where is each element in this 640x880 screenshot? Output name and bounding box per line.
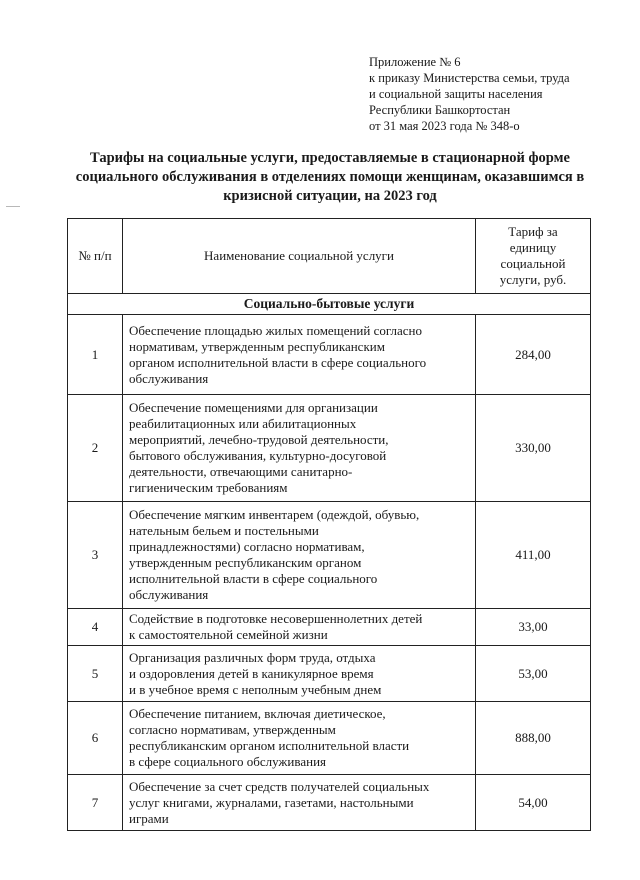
row-name-line: согласно нормативам, утвержденным	[129, 722, 336, 737]
row-num: 5	[68, 646, 123, 702]
section-row	[68, 294, 591, 315]
row-name-line: деятельности, отвечающими санитарно-	[129, 464, 353, 479]
row-name-line: обслуживания	[129, 587, 209, 602]
document-title	[60, 149, 600, 206]
header-name: Наименование социальной услуги	[123, 219, 476, 294]
table-row	[68, 395, 591, 502]
row-name-line: мероприятий, лечебно-трудовой деятельности,	[129, 432, 389, 447]
row-name	[123, 395, 476, 502]
row-name-line: Организация различных форм труда, отдыха	[129, 649, 376, 665]
appendix-line: от 31 мая 2023 года № 348-о	[369, 119, 520, 133]
row-num: 2	[68, 395, 123, 502]
header-tariff-line: единицу	[509, 240, 557, 255]
row-name-line: республиканским органом исполнительной власти	[129, 738, 410, 753]
appendix-line: и социальной защиты населения	[369, 87, 543, 101]
header-num: № п/п	[68, 219, 123, 294]
row-name-line: и оздоровления детей в каникулярное время	[129, 665, 374, 681]
appendix-note	[369, 54, 619, 134]
table-row	[68, 646, 591, 702]
row-name-line: нательным бельем и постельными	[129, 523, 319, 538]
row-name-line: утвержденным республиканским органом	[129, 555, 362, 570]
row-name-line: Содействие в подготовке несовершеннолетних детей	[129, 611, 423, 626]
row-name	[123, 775, 476, 831]
row-tariff: 888,00	[476, 702, 591, 775]
row-name-line: Обеспечение питанием, включая диетическое,	[129, 706, 386, 721]
row-name-line: Обеспечение помещениями для организации	[129, 400, 378, 415]
table-row	[68, 609, 591, 646]
row-name-line: играми	[129, 810, 169, 826]
table-row	[68, 702, 591, 775]
row-name-line: Обеспечение площадью жилых помещений согласно	[129, 322, 423, 338]
appendix-line: Приложение № 6	[369, 55, 461, 69]
appendix-line: Республики Башкортостан	[369, 103, 511, 117]
title-line: кризисной ситуации, на 2023 год	[223, 188, 437, 204]
table-row	[68, 315, 591, 395]
row-name-line: к самостоятельной семейной жизни	[129, 627, 328, 642]
row-num: 6	[68, 702, 123, 775]
row-name	[123, 646, 476, 702]
row-name	[123, 702, 476, 775]
header-tariff-line: Тариф за	[508, 224, 558, 239]
tariff-table	[67, 218, 591, 831]
row-tariff: 54,00	[476, 775, 591, 831]
header-tariff	[476, 219, 591, 294]
row-name-line: обслуживания	[129, 370, 209, 386]
row-name-line: и в учебное время с неполным учебным днем	[129, 681, 382, 697]
header-tariff-line: услуги, руб.	[499, 272, 567, 287]
row-name	[123, 609, 476, 646]
row-tariff: 330,00	[476, 395, 591, 502]
row-name-line: в сфере социального обслуживания	[129, 754, 326, 769]
scan-artifact	[6, 206, 20, 207]
row-num: 1	[68, 315, 123, 395]
row-num: 3	[68, 502, 123, 609]
appendix-line: к приказу Министерства семьи, труда	[369, 71, 570, 85]
section-title: Социально-бытовые услуги	[68, 294, 591, 315]
table-row	[68, 502, 591, 609]
table-header-row	[68, 219, 591, 294]
row-name	[123, 315, 476, 395]
title-line: социального обслуживания в отделениях помощи женщинам, оказавшимся в	[75, 169, 585, 185]
row-name-line: органом исполнительной власти в сфере социального	[129, 354, 427, 370]
row-name-line: исполнительной власти в сфере социального	[129, 571, 378, 586]
row-name-line: нормативам, утвержденным республиканским	[129, 338, 385, 354]
table-row	[68, 775, 591, 831]
row-name-line: бытового обслуживания, культурно-досуговой	[129, 448, 387, 463]
row-tariff: 33,00	[476, 609, 591, 646]
row-num: 4	[68, 609, 123, 646]
row-num: 7	[68, 775, 123, 831]
row-tariff: 284,00	[476, 315, 591, 395]
row-name-line: Обеспечение за счет средств получателей социальных	[129, 778, 430, 794]
row-name-line: гигиеническим требованиям	[129, 480, 288, 495]
row-name-line: Обеспечение мягким инвентарем (одеждой, обувью,	[129, 507, 420, 522]
row-name-line: реабилитационных или абилитационных	[129, 416, 357, 431]
row-name-line: принадлежностями) согласно нормативам,	[129, 539, 365, 554]
row-tariff: 53,00	[476, 646, 591, 702]
header-tariff-line: социальной	[500, 256, 566, 271]
row-name	[123, 502, 476, 609]
row-name-line: услуг книгами, журналами, газетами, настольными	[129, 794, 414, 810]
title-line: Тарифы на социальные услуги, предоставляемые в стационарной форме	[90, 150, 570, 166]
row-tariff: 411,00	[476, 502, 591, 609]
